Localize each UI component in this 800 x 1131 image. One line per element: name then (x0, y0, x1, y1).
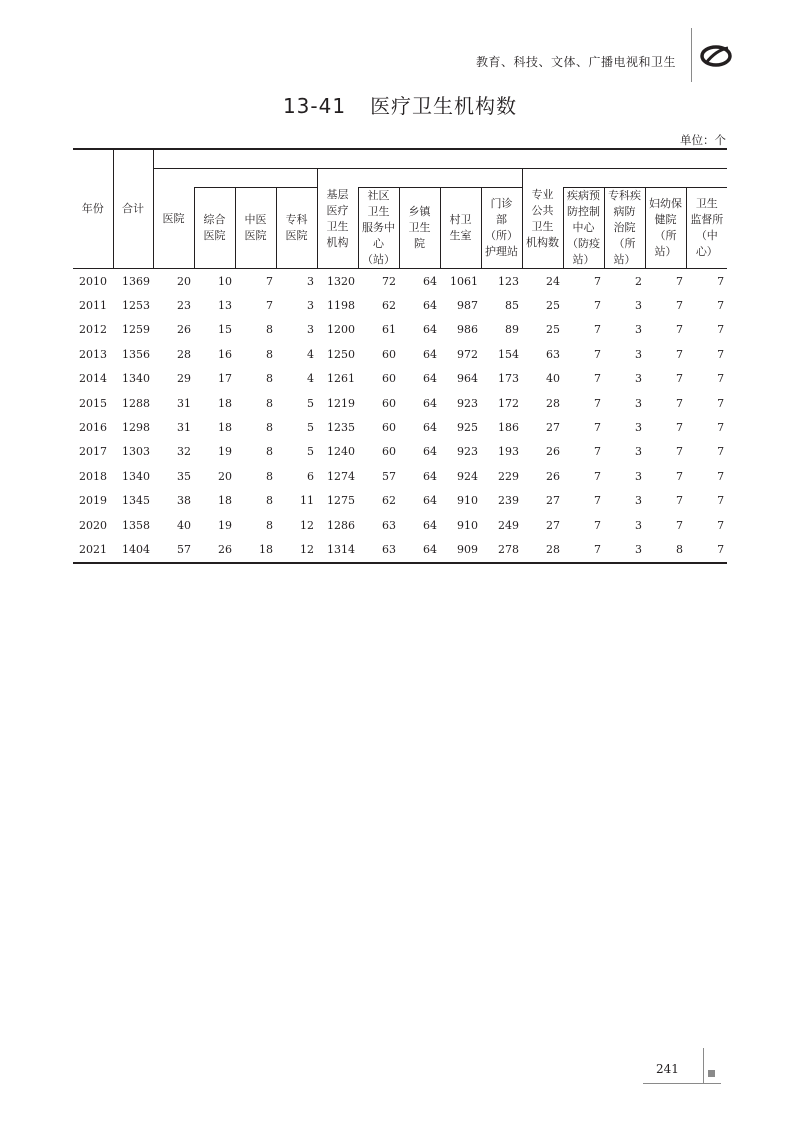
header-label: 服务中 (362, 221, 395, 234)
header-cdc (563, 188, 604, 269)
table-cell: 64 (423, 469, 437, 483)
table-cell: 7 (717, 469, 725, 483)
header-year (73, 149, 113, 269)
table-cell: 2 (635, 274, 642, 288)
header-primary (317, 169, 358, 269)
table-cell: 60 (382, 445, 396, 459)
table-cell-year: 2020 (79, 518, 107, 532)
table-cell: 3 (635, 299, 642, 313)
table-cell: 909 (440, 537, 481, 562)
table-cell: 16 (218, 347, 232, 361)
table-cell-year: 2015 (79, 396, 107, 410)
table-cell: 60 (382, 372, 396, 386)
header-label: 年份 (81, 202, 104, 215)
table-cell: 31 (177, 421, 191, 435)
table-cell-year: 2010 (79, 274, 107, 288)
table-row (73, 269, 727, 294)
header-total (113, 149, 153, 269)
table-cell: 3 (635, 372, 642, 386)
table-cell-year: 2018 (79, 469, 107, 483)
table-cell: 7 (676, 445, 683, 459)
table-cell: 40 (546, 372, 560, 386)
table-cell: 18 (218, 494, 232, 508)
table-cell: 923 (457, 445, 478, 459)
table-cell: 3 (307, 323, 314, 337)
header-label: 卫生 (367, 205, 390, 218)
table-cell: 7 (717, 396, 725, 410)
table-cell: 7 (594, 274, 601, 288)
table-row (73, 342, 727, 366)
footer-rule (643, 1083, 721, 1084)
table-cell-year: 2021 (73, 537, 113, 562)
header-label: 乡镇 (408, 205, 431, 218)
table-cell: 3 (635, 323, 642, 337)
table-cell: 5 (307, 445, 314, 459)
table-cell: 193 (498, 445, 519, 459)
table-row (73, 293, 727, 317)
table-cell: 923 (457, 396, 478, 410)
table-cell: 8 (266, 347, 273, 361)
table-cell: 1253 (122, 299, 150, 313)
table-cell: 64 (423, 396, 437, 410)
table-cell: 10 (218, 274, 232, 288)
table-cell: 25 (546, 299, 560, 313)
table-cell: 1369 (122, 274, 150, 288)
table-cell: 17 (218, 372, 232, 386)
header-label: 监督所 (690, 213, 724, 226)
table-cell: 7 (594, 396, 601, 410)
header-label: 生室 (449, 229, 472, 242)
table-row (73, 318, 727, 342)
table-row (73, 391, 727, 415)
table-cell: 85 (505, 299, 519, 313)
header-label: 护理站 (485, 245, 518, 258)
table-cell: 910 (457, 494, 478, 508)
table-title: 医疗卫生机构数 (370, 94, 518, 118)
header-label: 专科 (285, 213, 308, 226)
page-marker-icon (708, 1070, 715, 1077)
table-cell: 8 (266, 445, 273, 459)
table-cell: 1235 (327, 421, 355, 435)
table-cell: 63 (382, 518, 396, 532)
table-cell: 35 (177, 469, 191, 483)
table-cell: 64 (423, 518, 437, 532)
table-cell: 1286 (327, 518, 355, 532)
table-cell-year: 2012 (79, 323, 107, 337)
table-cell: 1345 (122, 494, 150, 508)
table-cell: 7 (676, 347, 683, 361)
running-head: 教育、科技、文体、广播电视和卫生 (475, 55, 676, 69)
table-cell: 64 (423, 347, 437, 361)
table-cell: 18 (218, 396, 232, 410)
table-cell: 3 (604, 537, 645, 562)
header-label: 村卫 (449, 213, 472, 226)
table-cell: 8 (645, 537, 686, 562)
table-cell: 8 (266, 494, 273, 508)
header-group-spacer (153, 149, 727, 169)
table-cell: 26 (177, 323, 191, 337)
table-cell: 8 (266, 396, 273, 410)
table-cell: 7 (594, 469, 601, 483)
table-row (73, 489, 727, 513)
table-cell: 7 (266, 274, 273, 288)
footer-divider (703, 1048, 704, 1084)
table-cell: 27 (546, 421, 560, 435)
header-label: （所站） (613, 237, 636, 266)
table-cell: 72 (382, 274, 396, 288)
table-cell: 123 (498, 274, 519, 288)
header-label: 专科疾 (608, 189, 641, 202)
table-cell: 1240 (327, 445, 355, 459)
header-label: 医院 (244, 229, 267, 242)
table-cell: 1340 (122, 469, 150, 483)
table-cell: 64 (423, 299, 437, 313)
header-tcm-hospital (235, 188, 276, 269)
header-label: 医院 (285, 229, 308, 242)
table-cell: 3 (635, 421, 642, 435)
table-cell: 5 (307, 396, 314, 410)
header-label: 综合 (203, 213, 226, 226)
header-label: （防疫站） (567, 237, 600, 266)
table-cell: 7 (676, 372, 683, 386)
table-cell: 89 (505, 323, 519, 337)
table-cell: 64 (423, 323, 437, 337)
header-label: 专业 (531, 187, 554, 201)
header-label: 中医 (244, 213, 267, 226)
header-label: 卫生 (695, 197, 718, 210)
table-cell: 57 (153, 537, 194, 562)
table-cell: 26 (546, 445, 560, 459)
table-cell: 1320 (327, 274, 355, 288)
table-cell: 4 (307, 347, 314, 361)
table-cell: 186 (498, 421, 519, 435)
table-cell: 3 (635, 396, 642, 410)
table-cell: 3 (635, 494, 642, 508)
table-cell: 19 (218, 445, 232, 459)
unit-label: 单位：个 (680, 133, 726, 147)
table-code: 13-41 (282, 94, 347, 118)
header-label: 卫生 (531, 219, 554, 233)
table-cell: 3 (307, 274, 314, 288)
table-row (73, 513, 727, 537)
table-cell: 173 (498, 372, 519, 386)
header-specialized-hospital (276, 188, 317, 269)
table-cell: 987 (457, 299, 478, 313)
table-cell: 61 (382, 323, 396, 337)
table-cell: 7 (686, 537, 727, 562)
table-cell: 229 (498, 469, 519, 483)
table-cell: 972 (457, 347, 478, 361)
table-cell: 62 (382, 299, 396, 313)
table-cell: 63 (358, 537, 399, 562)
table-cell: 64 (423, 445, 437, 459)
table-cell-year: 2014 (79, 372, 107, 386)
header-health-supervision (686, 188, 727, 269)
header-community-center (358, 188, 399, 269)
table-cell: 13 (218, 299, 232, 313)
table-cell: 18 (235, 537, 276, 562)
table-cell: 12 (300, 518, 314, 532)
table-cell: 8 (266, 372, 273, 386)
table-cell: 15 (218, 323, 232, 337)
table-cell: 28 (522, 537, 563, 562)
header-maternal-child (645, 188, 686, 269)
header-public-health (522, 169, 563, 269)
table-cell-year: 2019 (79, 494, 107, 508)
table-cell: 64 (423, 421, 437, 435)
table-cell: 7 (717, 274, 725, 288)
table-cell: 60 (382, 396, 396, 410)
table-cell: 7 (594, 372, 601, 386)
table-cell: 7 (676, 274, 683, 288)
header-label: 中心 (572, 221, 595, 234)
header-township-center (399, 188, 440, 269)
table-row (73, 537, 727, 562)
header-label: 治院 (613, 221, 636, 234)
table-cell: 3 (635, 518, 642, 532)
table-cell: 1219 (327, 396, 355, 410)
header-hospital-spacer (194, 169, 317, 188)
table-cell: 8 (266, 518, 273, 532)
table-cell: 7 (594, 299, 601, 313)
table-cell: 20 (218, 469, 232, 483)
table-cell: 7 (594, 323, 601, 337)
header-label: 门诊 (490, 197, 513, 210)
table-cell: 910 (457, 518, 478, 532)
table-cell: 1200 (327, 323, 355, 337)
health-institutions-table (73, 148, 727, 564)
table-cell: 7 (594, 494, 601, 508)
header-label: 机构 (326, 235, 349, 249)
table-cell: 64 (423, 372, 437, 386)
table-cell: 5 (307, 421, 314, 435)
table-cell: 7 (717, 494, 725, 508)
header-label: 部（所） (485, 213, 518, 242)
table-cell: 24 (546, 274, 560, 288)
table-cell: 986 (457, 323, 478, 337)
table-cell-year: 2013 (79, 347, 107, 361)
table-cell: 27 (546, 494, 560, 508)
table-cell: 60 (382, 347, 396, 361)
table-cell: 7 (676, 323, 683, 337)
table-cell-year: 2017 (79, 445, 107, 459)
table-cell: 23 (177, 299, 191, 313)
table-cell: 26 (546, 469, 560, 483)
table-row (73, 367, 727, 391)
table-cell: 239 (498, 494, 519, 508)
table-cell: 964 (457, 372, 478, 386)
table-cell: 12 (276, 537, 317, 562)
page-title (0, 90, 800, 119)
page-number: 241 (656, 1062, 679, 1076)
header-label: 妇幼保 (649, 197, 682, 210)
header-label: 心（站） (362, 237, 395, 266)
table-cell: 7 (676, 518, 683, 532)
header-divider (691, 28, 692, 82)
table-cell: 3 (635, 445, 642, 459)
table-cell: 3 (635, 469, 642, 483)
table-cell: 11 (300, 494, 314, 508)
table-cell: 18 (218, 421, 232, 435)
table-cell: 1198 (327, 299, 355, 313)
table-cell: 3 (635, 347, 642, 361)
table-cell: 38 (177, 494, 191, 508)
header-public-spacer (563, 169, 727, 188)
table-cell: 28 (177, 347, 191, 361)
table-cell: 6 (307, 469, 314, 483)
table-cell: 4 (307, 372, 314, 386)
table-cell: 1061 (450, 274, 478, 288)
table-cell-year: 2011 (79, 299, 107, 313)
table-cell: 1340 (122, 372, 150, 386)
table-cell: 1288 (122, 396, 150, 410)
table-cell: 27 (546, 518, 560, 532)
table-cell: 20 (177, 274, 191, 288)
table-cell: 278 (481, 537, 522, 562)
table-cell: 925 (457, 421, 478, 435)
table-cell: 63 (546, 347, 560, 361)
table-cell: 1259 (122, 323, 150, 337)
header-label: 卫生 (408, 221, 431, 234)
table-row (73, 415, 727, 439)
table-cell: 7 (594, 421, 601, 435)
header-label: （所站） (654, 229, 677, 258)
table-cell: 7 (594, 518, 601, 532)
table-cell: 7 (676, 299, 683, 313)
header-primary-spacer (358, 169, 522, 188)
table-cell: 1356 (122, 347, 150, 361)
table-body (73, 269, 727, 563)
header-label: 社区 (367, 189, 390, 202)
header-outpatient (481, 188, 522, 269)
table-cell: 249 (498, 518, 519, 532)
table-cell: 64 (423, 274, 437, 288)
header-label: 机构数 (526, 235, 559, 249)
header-general-hospital (194, 188, 235, 269)
table-cell: 64 (423, 494, 437, 508)
table-cell: 7 (717, 347, 725, 361)
table-cell-year: 2016 (79, 421, 107, 435)
header-label: 公共 (531, 203, 554, 217)
header-label: 医院 (162, 211, 185, 225)
header-label: 基层 (326, 187, 349, 201)
header-label: 卫生 (326, 219, 349, 233)
table-cell: 1275 (327, 494, 355, 508)
header-village-clinic (440, 188, 481, 269)
table-cell: 7 (266, 299, 273, 313)
header-hospital (153, 169, 194, 269)
table-cell: 3 (307, 299, 314, 313)
table-cell: 924 (457, 469, 478, 483)
header-label: 医院 (203, 229, 226, 242)
table-cell: 7 (594, 347, 601, 361)
table-cell: 32 (177, 445, 191, 459)
table-cell: 1274 (327, 469, 355, 483)
table-cell: 7 (563, 537, 604, 562)
table-cell: 7 (717, 518, 725, 532)
header-label: 防控制 (567, 205, 600, 218)
table-cell: 57 (382, 469, 396, 483)
table-cell: 1298 (122, 421, 150, 435)
table-cell: 8 (266, 421, 273, 435)
table-cell: 1314 (317, 537, 358, 562)
table-row (73, 440, 727, 464)
table-cell: 154 (498, 347, 519, 361)
table-cell: 7 (717, 421, 725, 435)
table-cell: 8 (266, 323, 273, 337)
table-cell: 1358 (122, 518, 150, 532)
table-cell: 60 (382, 421, 396, 435)
table-cell: 7 (676, 421, 683, 435)
table-cell: 1250 (327, 347, 355, 361)
header-label: 健院 (654, 213, 677, 226)
table-cell: 8 (266, 469, 273, 483)
table-cell: 64 (399, 537, 440, 562)
table-cell: 7 (676, 396, 683, 410)
table-cell: 7 (717, 372, 725, 386)
table-cell: 7 (676, 494, 683, 508)
header-label: 疾病预 (567, 189, 600, 202)
header-label: （中心） (695, 229, 718, 258)
header-label: 病防 (613, 205, 636, 218)
publisher-logo-icon (700, 44, 732, 68)
table-cell: 25 (546, 323, 560, 337)
header-label: 院 (414, 237, 425, 250)
table-cell: 1261 (327, 372, 355, 386)
table-row (73, 464, 727, 488)
table-cell: 40 (177, 518, 191, 532)
table-cell: 1404 (113, 537, 153, 562)
table-cell: 7 (594, 445, 601, 459)
table-cell: 172 (498, 396, 519, 410)
table-cell: 7 (676, 469, 683, 483)
table-cell: 26 (194, 537, 235, 562)
table-cell: 28 (546, 396, 560, 410)
header-label: 医疗 (326, 203, 349, 217)
table-cell: 62 (382, 494, 396, 508)
header-specialized-prevention (604, 188, 645, 269)
table-cell: 1303 (122, 445, 150, 459)
table-cell: 31 (177, 396, 191, 410)
table-cell: 7 (717, 445, 725, 459)
header-label: 合计 (122, 202, 144, 215)
table-cell: 19 (218, 518, 232, 532)
table-cell: 29 (177, 372, 191, 386)
table-cell: 7 (717, 323, 725, 337)
table-cell: 7 (717, 299, 725, 313)
